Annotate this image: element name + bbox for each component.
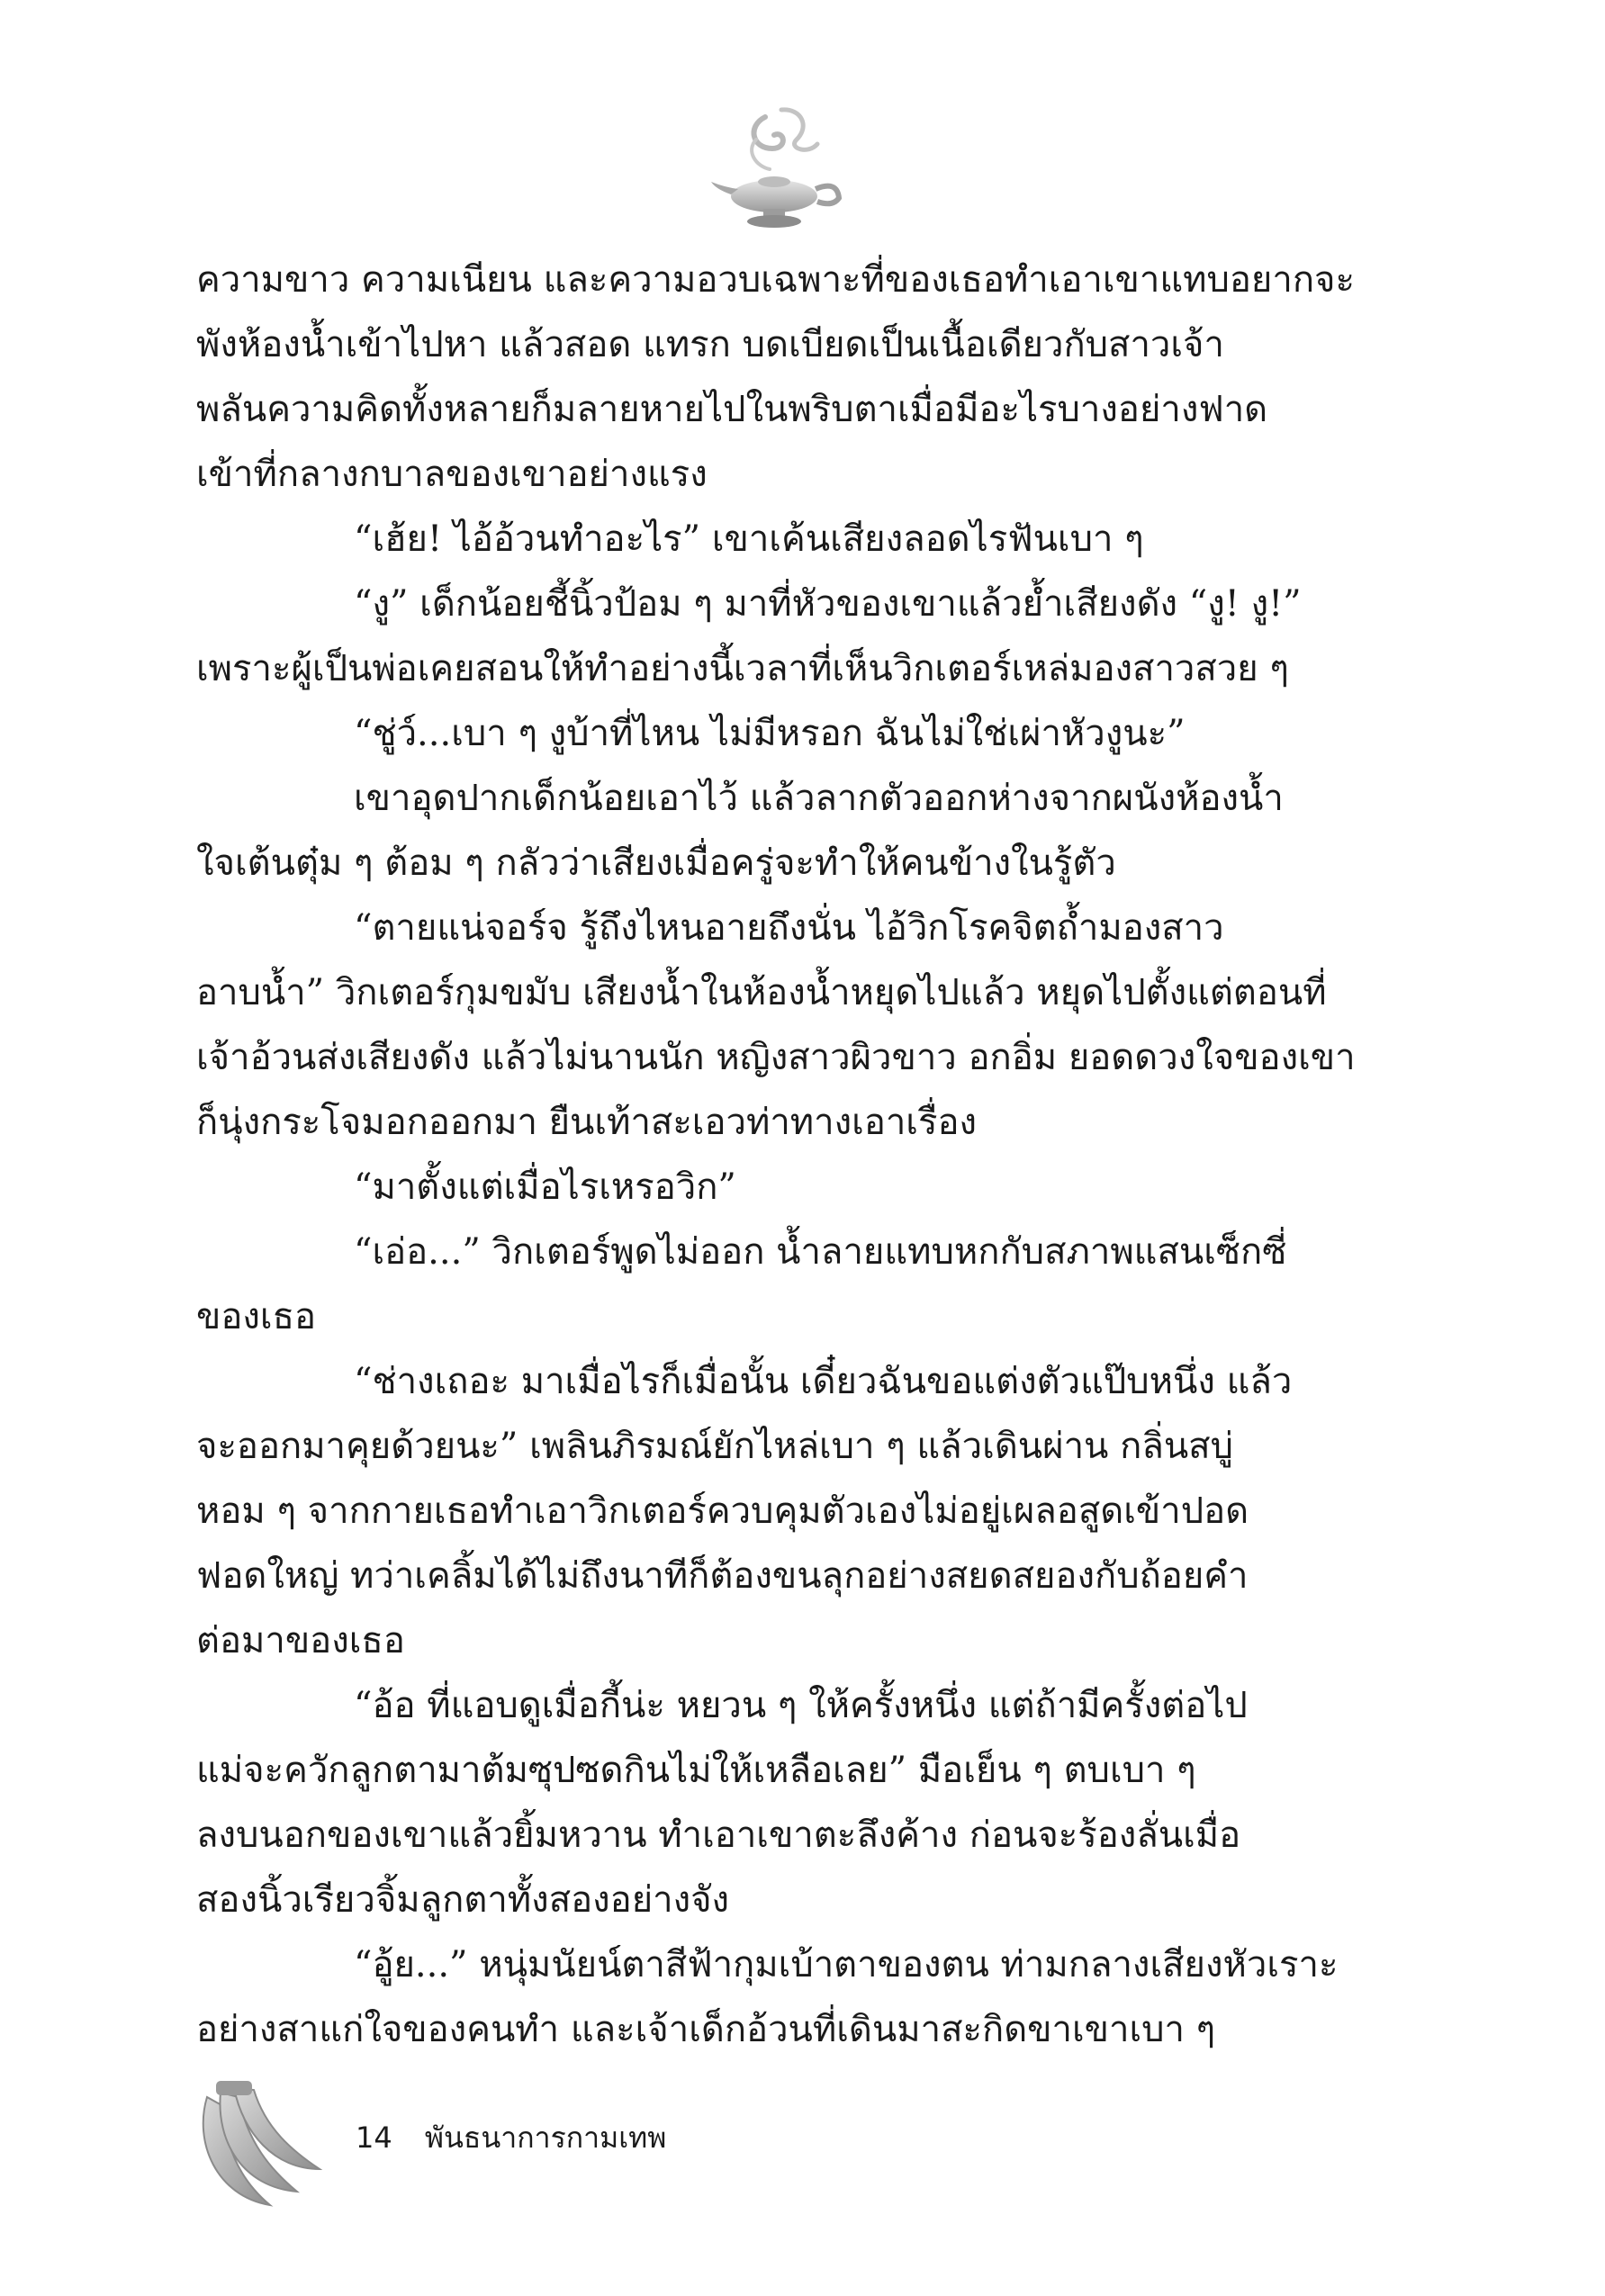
text-line: ลงบนอกของเขาแล้วยิ้มหวาน ทำเอาเขาตะลึงค้าง ก่อนจะร้องลั่นเมื่อ — [196, 1814, 1241, 1856]
text-line: ใจเต้นตุ๋ม ๆ ต้อม ๆ กลัวว่าเสียงเมื่อครู่จะทำให้คนข้างในรู้ตัว — [196, 842, 1116, 884]
text-line: ของเธอ — [196, 1296, 317, 1337]
page-footer — [356, 2115, 666, 2160]
text-line: จะออกมาคุยด้วยนะ” เพลินภิรมณ์ยักไหล่เบา ๆ แล้วเดินผ่าน กลิ่นสบู่ — [196, 1426, 1233, 1467]
text-line: “มาตั้งแต่เมื่อไรเหรอวิก” — [354, 1166, 736, 1208]
text-line: “อ้อ ที่แอบดูเมื่อกี้น่ะ หยวน ๆ ให้ครั้งหนึ่ง แต่ถ้ามีครั้งต่อไป — [354, 1685, 1248, 1726]
text-line: เขาอุดปากเด็กน้อยเอาไว้ แล้วลากตัวออกห่างจากผนังห้องน้ำ — [354, 778, 1284, 819]
text-line: หอม ๆ จากกายเธอทำเอาวิกเตอร์ควบคุมตัวเองไม่อยู่เผลอสูดเข้าปอด — [196, 1490, 1249, 1532]
text-line: แม่จะควักลูกตามาต้มซุปซดกินไม่ให้เหลือเลย” มือเย็น ๆ ตบเบา ๆ — [196, 1750, 1196, 1791]
text-line: พลันความคิดทั้งหลายก็มลายหายไปในพริบตาเมื่อมีอะไรบางอย่างฟาด — [196, 389, 1268, 430]
text-line: ก็นุ่งกระโจมอกออกมา ยืนเท้าสะเอวท่าทางเอาเรื่อง — [196, 1102, 978, 1143]
genie-lamp-icon — [702, 99, 846, 234]
text-line: เจ้าอ้วนส่งเสียงดัง แล้วไม่นานนัก หญิงสาวผิวขาว อกอิ่ม ยอดดวงใจของเขา — [196, 1037, 1356, 1078]
banana-bunch-icon — [189, 2070, 333, 2223]
text-line: “เฮ้ย! ไอ้อ้วนทำอะไร” เขาเค้นเสียงลอดไรฟันเบา ๆ — [354, 518, 1144, 560]
text-line: ฟอดใหญ่ ทว่าเคลิ้มได้ไม่ถึงนาทีก็ต้องขนลุกอย่างสยดสยองกับถ้อยคำ — [196, 1555, 1249, 1597]
text-line: “ตายแน่จอร์จ รู้ถึงไหนอายถึงนั่น ไอ้วิกโรคจิตถ้ำมองสาว — [354, 907, 1224, 949]
text-line: เข้าที่กลางกบาลของเขาอย่างแรง — [196, 454, 708, 495]
text-line: พังห้องน้ำเข้าไปหา แล้วสอด แทรก บดเบียดเป็นเนื้อเดียวกับสาวเจ้า — [196, 324, 1224, 365]
text-line: “ช่างเถอะ มาเมื่อไรก็เมื่อนั้น เดี๋ยวฉันขอแต่งตัวแป๊บหนึ่ง แล้ว — [354, 1361, 1293, 1402]
page-number: 14 — [356, 2120, 392, 2155]
text-line: เพราะผู้เป็นพ่อเคยสอนให้ทำอย่างนี้เวลาที่เห็นวิกเตอร์เหล่มองสาวสวย ๆ — [196, 648, 1289, 689]
text-line: สองนิ้วเรียวจิ้มลูกตาทั้งสองอย่างจัง — [196, 1879, 730, 1921]
text-line: “ชู่ว์...เบา ๆ งูบ้าที่ไหน ไม่มีหรอก ฉันไม่ใช่เผ่าหัวงูนะ” — [354, 713, 1186, 754]
text-line: อย่างสาแก่ใจของคนทำ และเจ้าเด็กอ้วนที่เดินมาสะกิดขาเขาเบา ๆ — [196, 2009, 1216, 2050]
text-line: “อู้ย...” หนุ่มนัยน์ตาสีฟ้ากุมเบ้าตาของตน ท่ามกลางเสียงหัวเราะ — [354, 1944, 1339, 1985]
text-line: อาบน้ำ” วิกเตอร์กุมขมับ เสียงน้ำในห้องน้ำหยุดไปแล้ว หยุดไปตั้งแต่ตอนที่ — [196, 972, 1327, 1013]
chapter-body-text — [196, 252, 1377, 2088]
text-line: ต่อมาของเธอ — [196, 1620, 405, 1661]
book-title: พันธนาการกามเทพ — [424, 2120, 667, 2155]
text-line: ความขาว ความเนียน และความอวบเฉพาะที่ของเธอทำเอาเขาแทบอยากจะ — [196, 259, 1355, 301]
text-line: “เอ่อ...” วิกเตอร์พูดไม่ออก น้ำลายแทบหกกับสภาพแสนเซ็กซี่ — [354, 1231, 1287, 1273]
text-line: “งู” เด็กน้อยชี้นิ้วป้อม ๆ มาที่หัวของเขาแล้วย้ำเสียงดัง “งู! งู!” — [354, 583, 1302, 625]
